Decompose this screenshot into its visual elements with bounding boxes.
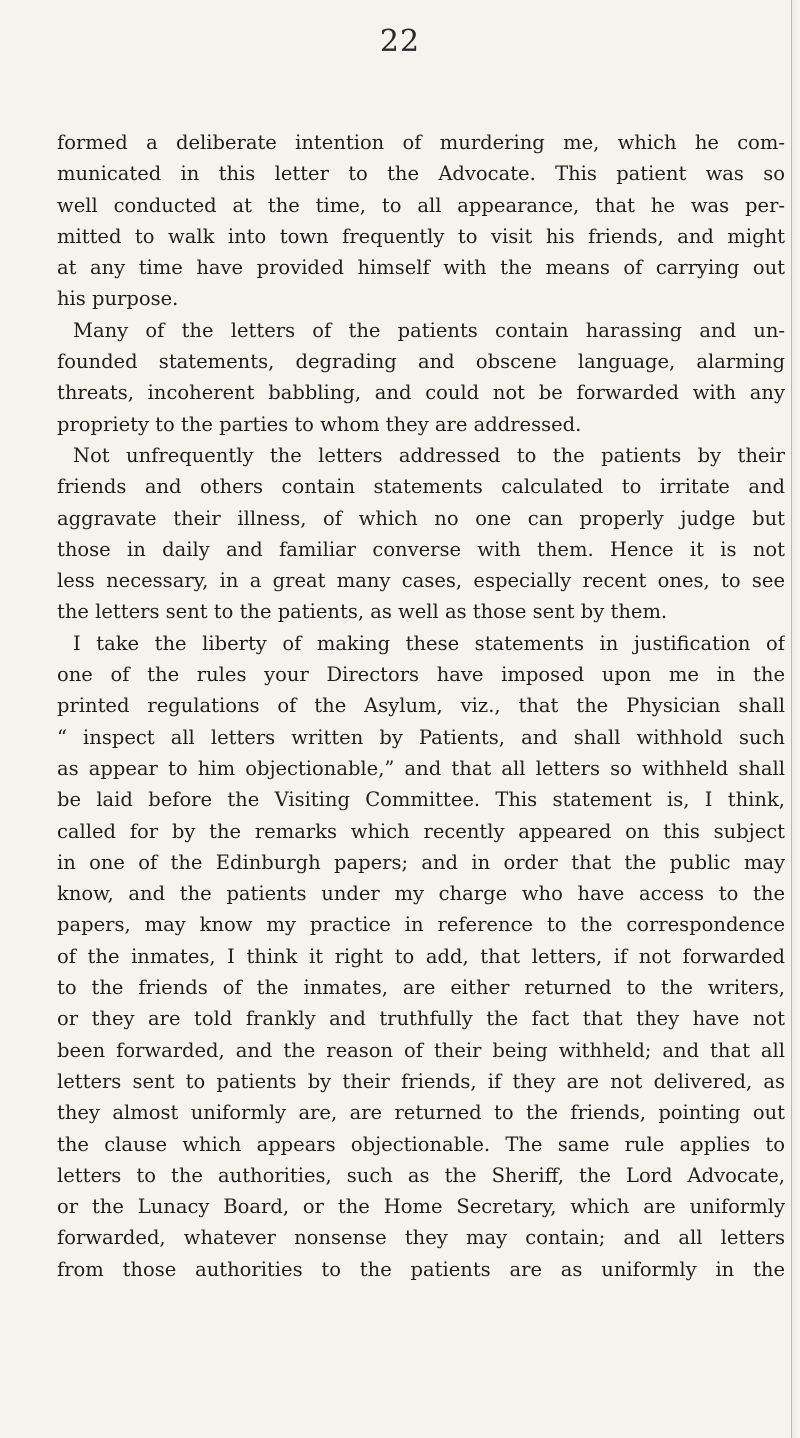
text-line: letters to the authorities, such as the Sheriff, the Lord Advocate, xyxy=(57,1163,785,1187)
page-number: 22 xyxy=(379,24,421,59)
page-edge xyxy=(791,0,800,1438)
text-line: those in daily and familiar converse with them. Hence it is not xyxy=(57,537,785,561)
text-line: municated in this letter to the Advocate. This patient was so xyxy=(57,162,785,186)
text-line: I take the liberty of making these statements in justification of xyxy=(73,631,785,655)
text-line: formed a deliberate intention of murdering me, which he com- xyxy=(57,131,785,154)
text-line: as appear to him objectionable,” and that all letters so withheld shall xyxy=(57,756,785,780)
text-line: the letters sent to the patients, as well as those sent by them. xyxy=(57,600,668,624)
text-line: propriety to the parties to whom they are addressed. xyxy=(57,412,582,436)
text-line: the clause which appears objectionable. The same rule applies to xyxy=(57,1132,785,1156)
text-line: letters sent to patients by their friends, if they are not delivered, as xyxy=(57,1069,785,1093)
text-line: printed regulations of the Asylum, viz., that the Physician shall xyxy=(57,694,785,718)
text-line: or the Lunacy Board, or the Home Secretary, which are uniformly xyxy=(57,1195,785,1219)
text-line: papers, may know my practice in reference to the correspondence xyxy=(57,913,785,937)
text-line: been forwarded, and the reason of their being withheld; and that all xyxy=(57,1038,785,1062)
text-line: his purpose. xyxy=(57,287,179,311)
text-line: they almost uniformly are, are returned to the friends, pointing out xyxy=(57,1101,785,1125)
text-line: be laid before the Visiting Committee. This statement is, I think, xyxy=(57,788,785,812)
text-line: Not unfrequently the letters addressed to the patients by their xyxy=(73,443,785,467)
text-line: less necessary, in a great many cases, especially recent ones, to see xyxy=(57,569,785,593)
text-line: in one of the Edinburgh papers; and in order that the public may xyxy=(57,850,785,874)
text-line: mitted to walk into town frequently to visit his friends, and might xyxy=(57,224,785,248)
text-line: well conducted at the time, to all appearance, that he was per- xyxy=(57,193,785,217)
text-line: of the inmates, I think it right to add, that letters, if not forwarded xyxy=(57,944,785,968)
text-line: at any time have provided himself with the means of carrying out xyxy=(57,256,785,280)
text-line: Many of the letters of the patients contain harassing and un- xyxy=(73,318,785,342)
text-line: threats, incoherent babbling, and could not be forwarded with any xyxy=(57,381,785,405)
text-line: aggravate their illness, of which no one can properly judge but xyxy=(57,506,785,530)
text-line: to the friends of the inmates, are either returned to the writers, xyxy=(57,976,785,1000)
text-line: know, and the patients under my charge who have access to the xyxy=(57,882,785,906)
text-line: called for by the remarks which recently appeared on this subject xyxy=(57,819,785,843)
text-line: one of the rules your Directors have imposed upon me in the xyxy=(57,663,785,687)
text-line: from those authorities to the patients are as uniformly in the xyxy=(57,1257,785,1281)
text-line: or they are told frankly and truthfully the fact that they have not xyxy=(57,1007,785,1031)
text-line: friends and others contain statements calculated to irritate and xyxy=(57,475,785,499)
text-line: forwarded, whatever nonsense they may contain; and all letters xyxy=(57,1226,785,1250)
body-text xyxy=(57,127,785,1285)
text-line: “ inspect all letters written by Patients, and shall withhold such xyxy=(57,725,785,749)
text-line: founded statements, degrading and obscene language, alarming xyxy=(57,350,785,374)
